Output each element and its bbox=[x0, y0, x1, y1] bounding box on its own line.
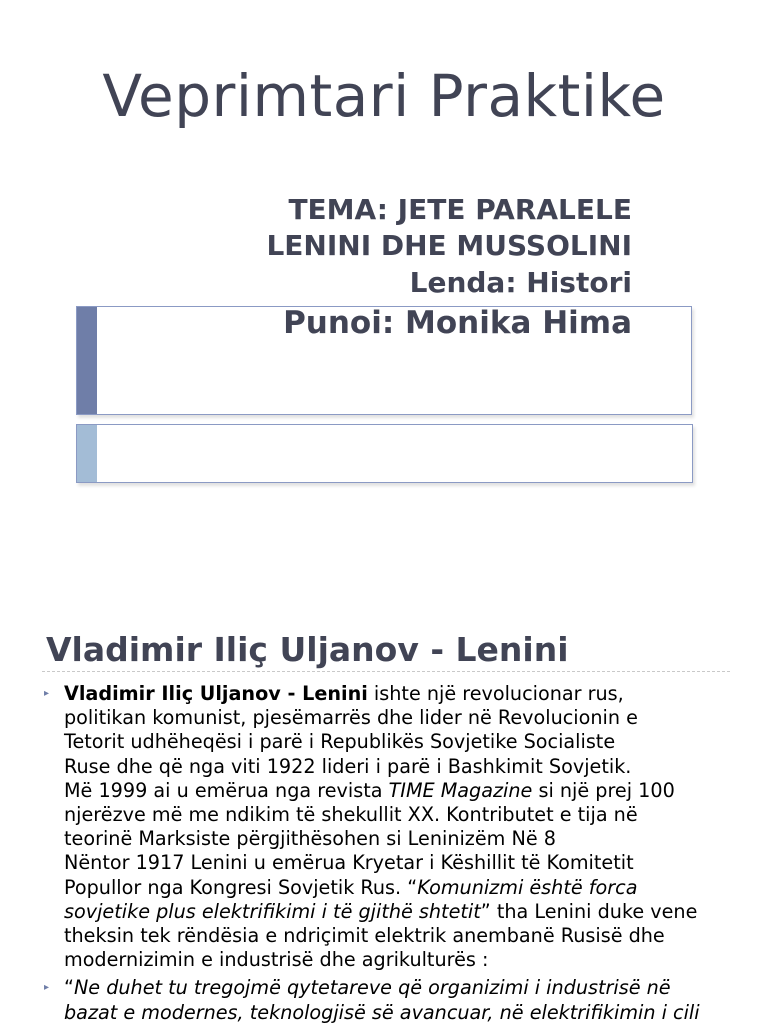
text-run: TIME Magazine bbox=[388, 778, 533, 802]
text-run: teorinë Marksiste përgjithësohen si Leninizëm Në 8 bbox=[64, 827, 556, 851]
accent-bar bbox=[77, 425, 97, 482]
text-run: sovjetike plus elektrifikimi i të gjithë shtetit bbox=[64, 899, 481, 923]
text-run: njerëzve më me ndikim të shekullit XX. Kontributet e tija në bbox=[64, 803, 638, 827]
bullet-marker-icon: ▸ bbox=[44, 688, 50, 699]
bullet-marker-icon: ▸ bbox=[44, 982, 50, 994]
text-run: Ruse dhe që nga viti 1922 lideri i parë i Bashkimit Sovjetik. bbox=[64, 754, 632, 778]
content-slide bbox=[0, 600, 768, 1024]
bullet-item bbox=[44, 682, 744, 972]
text-run: “ bbox=[64, 976, 74, 1000]
bullet-text-line bbox=[64, 779, 744, 803]
bullet-text-line bbox=[64, 1001, 744, 1025]
bullet-text-line bbox=[64, 803, 744, 827]
bullet-text-line bbox=[64, 948, 744, 972]
text-run: theksin tek rëndësia e ndriçimit elektrik anembanë Rusisë dhe bbox=[64, 924, 665, 948]
bullet-text-line bbox=[64, 924, 744, 948]
text-run: politikan komunist, pjesëmarrës dhe lider në Revolucionin e bbox=[64, 706, 638, 730]
bullet-text-line bbox=[64, 730, 744, 754]
text-run: Nëntor 1917 Lenini u emërua Kryetar i Këshillit të Komitetit bbox=[64, 851, 634, 875]
bullet-text-line bbox=[64, 876, 744, 900]
slide-title: Veprimtari Praktike bbox=[102, 62, 666, 130]
text-run: Ne duhet tu tregojmë qytetareve që organizimi i industrisë në bbox=[73, 976, 671, 1000]
title-divider bbox=[42, 671, 730, 672]
bullet-text-line bbox=[64, 827, 744, 851]
text-run: Komunizmi është forca bbox=[417, 875, 638, 899]
accent-bar bbox=[77, 307, 97, 414]
bullet-text-line bbox=[64, 851, 744, 875]
text-run: Më 1999 ai u emërua nga revista bbox=[64, 778, 389, 802]
bullet-text-line bbox=[64, 900, 744, 924]
subtitle-author: Punoi: Monika Hima bbox=[283, 305, 632, 341]
text-run: ishte një revolucionar rus, bbox=[367, 682, 624, 705]
bullet-item bbox=[44, 976, 744, 1024]
subtitle-topic: TEMA: JETE PARALELE bbox=[288, 193, 632, 226]
bullet-text-line bbox=[64, 682, 744, 706]
text-run: si një prej 100 bbox=[532, 778, 675, 802]
text-run: Vladimir Iliç Uljanov - Lenini bbox=[64, 682, 368, 705]
bullet-text-line bbox=[64, 755, 744, 779]
text-run: Popullor nga Kongresi Sovjetik Rus. “ bbox=[64, 875, 418, 899]
text-run: Tetorit udhëheqësi i parë i Republikës Sovjetike Socialiste bbox=[64, 730, 616, 754]
content-slide-title: Vladimir Iliç Uljanov - Lenini bbox=[46, 630, 569, 669]
text-run: modernizimin e industrisë dhe agrikulturës : bbox=[64, 948, 489, 972]
bullet-list bbox=[44, 682, 744, 1025]
subtitle-subject: Lenda: Histori bbox=[409, 266, 632, 299]
text-run: ” tha Lenini duke vene bbox=[480, 899, 698, 923]
subtitle-topic-detail: LENINI DHE MUSSOLINI bbox=[266, 229, 632, 262]
bullet-text-line bbox=[64, 976, 744, 1000]
decorative-frame-bottom bbox=[76, 424, 693, 483]
bullet-text-line bbox=[64, 706, 744, 730]
text-run: bazat e modernes, teknologjisë së avancuar, në elektrifikimin i cili bbox=[64, 1000, 700, 1024]
